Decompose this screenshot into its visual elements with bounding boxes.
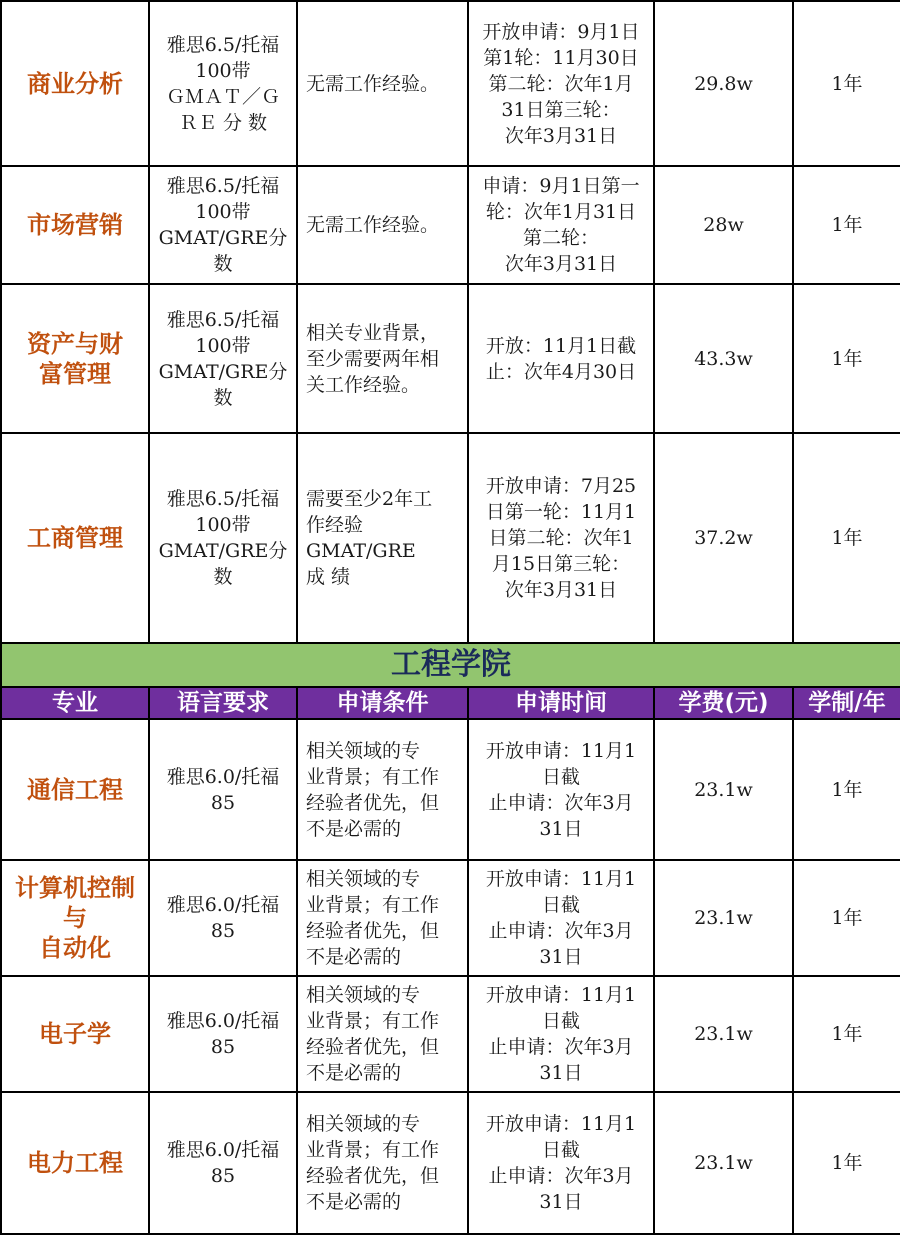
table-row: [1, 284, 900, 433]
table-row: [1, 1, 900, 166]
tuition-fee: 23.1w: [654, 719, 793, 860]
major-name: 电力工程: [1, 1092, 149, 1234]
application-deadline: 开放申请：11月1 日截 止申请：次年3月 31日: [468, 1092, 654, 1234]
tuition-fee: 37.2w: [654, 433, 793, 643]
table-row: [1, 433, 900, 643]
header-deadline: 申请时间: [468, 687, 654, 719]
table-row: [1, 166, 900, 284]
application-conditions: 相关专业背景， 至少需要两年相 关工作经验。: [297, 284, 468, 433]
language-requirement: 雅思6.0/托福 85: [149, 976, 297, 1092]
application-deadline: 开放申请：11月1 日截 止申请：次年3月 31日: [468, 719, 654, 860]
application-deadline: 开放申请：11月1 日截 止申请：次年3月 31日: [468, 976, 654, 1092]
application-deadline: 开放申请：11月1 日截 止申请：次年3月 31日: [468, 860, 654, 976]
major-name: 市场营销: [1, 166, 149, 284]
application-deadline: 申请：9月1日第一 轮：次年1月31日 第二轮： 次年3月31日: [468, 166, 654, 284]
major-name: 资产与财 富管理: [1, 284, 149, 433]
header-major: 专业: [1, 687, 149, 719]
major-name: 工商管理: [1, 433, 149, 643]
language-requirement: 雅思6.5/托福 100带 GMAT/GRE分数: [149, 433, 297, 643]
application-deadline: 开放：11月1日截 止：次年4月30日: [468, 284, 654, 433]
table-row: [1, 976, 900, 1092]
program-duration: 1年: [793, 976, 900, 1092]
header-language: 语言要求: [149, 687, 297, 719]
section-title-row: [1, 643, 900, 687]
application-conditions: 相关领域的专 业背景；有工作 经验者优先，但 不是必需的: [297, 719, 468, 860]
program-duration: 1年: [793, 1, 900, 166]
program-duration: 1年: [793, 433, 900, 643]
tuition-fee: 28w: [654, 166, 793, 284]
tuition-fee: 23.1w: [654, 1092, 793, 1234]
major-name: 通信工程: [1, 719, 149, 860]
program-duration: 1年: [793, 860, 900, 976]
major-name: 商业分析: [1, 1, 149, 166]
program-duration: 1年: [793, 719, 900, 860]
application-conditions: 无需工作经验。: [297, 1, 468, 166]
language-requirement: 雅思6.0/托福 85: [149, 719, 297, 860]
language-requirement: 雅思6.5/托福 100带 ＧＭＡＴ／Ｇ ＲＥ 分 数: [149, 1, 297, 166]
tuition-fee: 23.1w: [654, 976, 793, 1092]
application-deadline: 开放申请：9月1日 第1轮：11月30日 第二轮：次年1月 31日第三轮： 次年3月31日: [468, 1, 654, 166]
application-conditions: 需要至少2年工 作经验GMAT/GRE 成 绩: [297, 433, 468, 643]
tuition-fee: 29.8w: [654, 1, 793, 166]
tuition-fee: 43.3w: [654, 284, 793, 433]
language-requirement: 雅思6.5/托福 100带 GMAT/GRE分数: [149, 166, 297, 284]
table-row: [1, 1092, 900, 1234]
language-requirement: 雅思6.5/托福 100带 GMAT/GRE分数: [149, 284, 297, 433]
program-duration: 1年: [793, 284, 900, 433]
tuition-fee: 23.1w: [654, 860, 793, 976]
major-name: 电子学: [1, 976, 149, 1092]
header-tuition: 学费(元): [654, 687, 793, 719]
major-name: 计算机控制 与 自动化: [1, 860, 149, 976]
application-conditions: 相关领域的专 业背景；有工作 经验者优先，但 不是必需的: [297, 860, 468, 976]
application-conditions: 相关领域的专 业背景；有工作 经验者优先，但 不是必需的: [297, 1092, 468, 1234]
application-conditions: 无需工作经验。: [297, 166, 468, 284]
language-requirement: 雅思6.0/托福 85: [149, 1092, 297, 1234]
application-conditions: 相关领域的专 业背景；有工作 经验者优先，但 不是必需的: [297, 976, 468, 1092]
table-row: [1, 719, 900, 860]
table-row: [1, 860, 900, 976]
header-duration: 学制/年: [793, 687, 900, 719]
application-deadline: 开放申请：7月25 日第一轮：11月1 日第二轮：次年1 月15日第三轮： 次年3月31日: [468, 433, 654, 643]
table-header-row: [1, 687, 900, 719]
language-requirement: 雅思6.0/托福 85: [149, 860, 297, 976]
section-title: 工程学院: [1, 643, 900, 687]
program-duration: 1年: [793, 1092, 900, 1234]
header-conditions: 申请条件: [297, 687, 468, 719]
program-duration: 1年: [793, 166, 900, 284]
